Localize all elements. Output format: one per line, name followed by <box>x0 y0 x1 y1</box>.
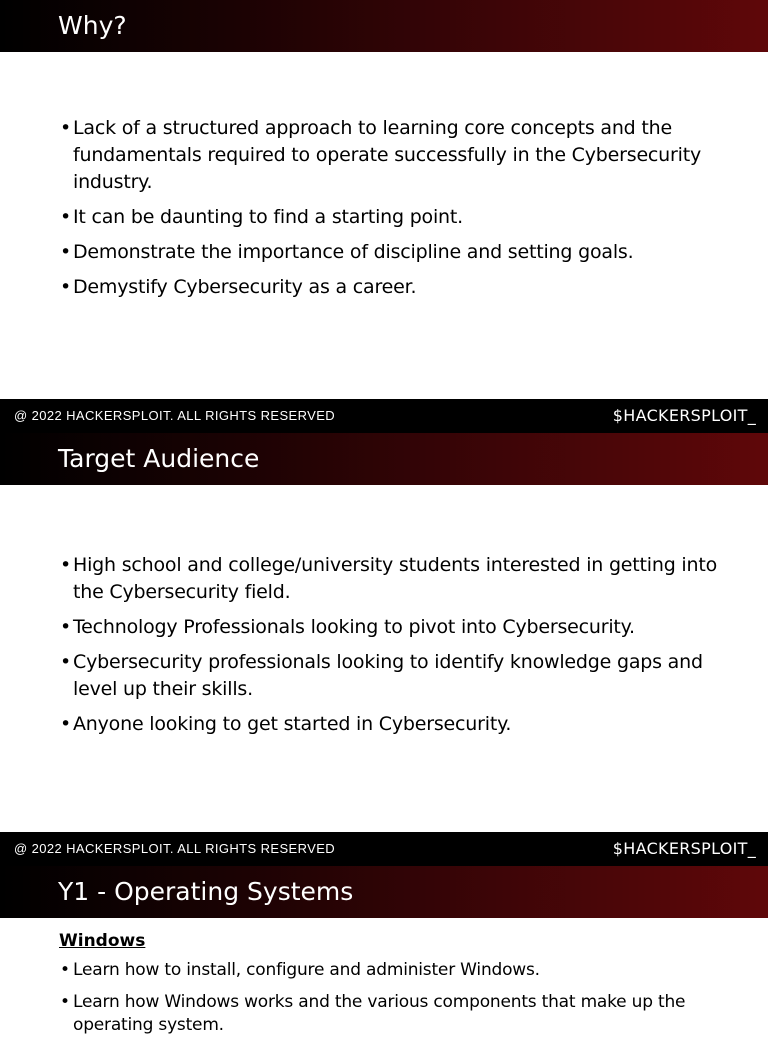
bullet-item <box>60 552 750 606</box>
bullet-icon: • <box>60 992 70 1012</box>
slide-footer <box>0 832 768 866</box>
brand-logo: $HACKERSPLOIT_ <box>612 406 756 425</box>
bullet-item <box>60 711 750 738</box>
section-heading: Windows <box>59 931 146 951</box>
bullet-item <box>60 991 750 1037</box>
copyright-notice: @ 2022 HACKERSPLOIT. ALL RIGHTS RESERVED <box>14 408 336 423</box>
bullet-text: Demonstrate the importance of discipline and setting goals. <box>73 241 634 263</box>
bullet-icon: • <box>60 960 70 980</box>
bullet-text: High school and college/university students interested in getting into the Cybersecurity field. <box>73 554 718 603</box>
bullet-text: It can be daunting to find a starting point. <box>73 206 463 228</box>
bullet-item <box>60 959 750 982</box>
slide-title: Target Audience <box>58 444 260 473</box>
bullet-item <box>60 204 750 231</box>
bullet-item <box>60 239 750 266</box>
bullet-item <box>60 274 750 301</box>
slide-title-bar <box>0 866 768 918</box>
slide-why <box>0 0 768 433</box>
slide-target-audience <box>0 433 768 866</box>
bullet-item <box>60 115 750 196</box>
bullet-list <box>60 115 750 309</box>
bullet-text: Technology Professionals looking to pivot into Cybersecurity. <box>73 616 635 638</box>
bullet-icon: • <box>60 276 72 298</box>
brand-logo: $HACKERSPLOIT_ <box>612 839 756 858</box>
bullet-list <box>60 552 750 746</box>
bullet-text: Learn how Windows works and the various components that make up the operating system. <box>73 992 686 1035</box>
slide-title: Why? <box>58 11 127 40</box>
bullet-icon: • <box>60 117 72 139</box>
bullet-text: Cybersecurity professionals looking to identify knowledge gaps and level up their skills. <box>73 651 703 700</box>
bullet-list <box>60 959 750 1046</box>
bullet-item <box>60 614 750 641</box>
slide-title-bar <box>0 0 768 52</box>
slide-title: Y1 - Operating Systems <box>58 877 354 906</box>
slide-operating-systems <box>0 866 768 1035</box>
bullet-icon: • <box>60 241 72 263</box>
bullet-text: Learn how to install, configure and administer Windows. <box>73 960 540 980</box>
bullet-icon: • <box>60 206 72 228</box>
bullet-icon: • <box>60 554 72 576</box>
copyright-notice: @ 2022 HACKERSPLOIT. ALL RIGHTS RESERVED <box>14 841 336 856</box>
bullet-text: Anyone looking to get started in Cybersecurity. <box>73 713 512 735</box>
slide-footer <box>0 399 768 433</box>
bullet-text: Demystify Cybersecurity as a career. <box>73 276 417 298</box>
bullet-icon: • <box>60 616 72 638</box>
bullet-item <box>60 649 750 703</box>
bullet-icon: • <box>60 713 72 735</box>
bullet-icon: • <box>60 651 72 673</box>
slide-title-bar <box>0 433 768 485</box>
bullet-text: Lack of a structured approach to learning core concepts and the fundamentals required to operate successfully in the Cybersecurity industry. <box>73 117 702 193</box>
